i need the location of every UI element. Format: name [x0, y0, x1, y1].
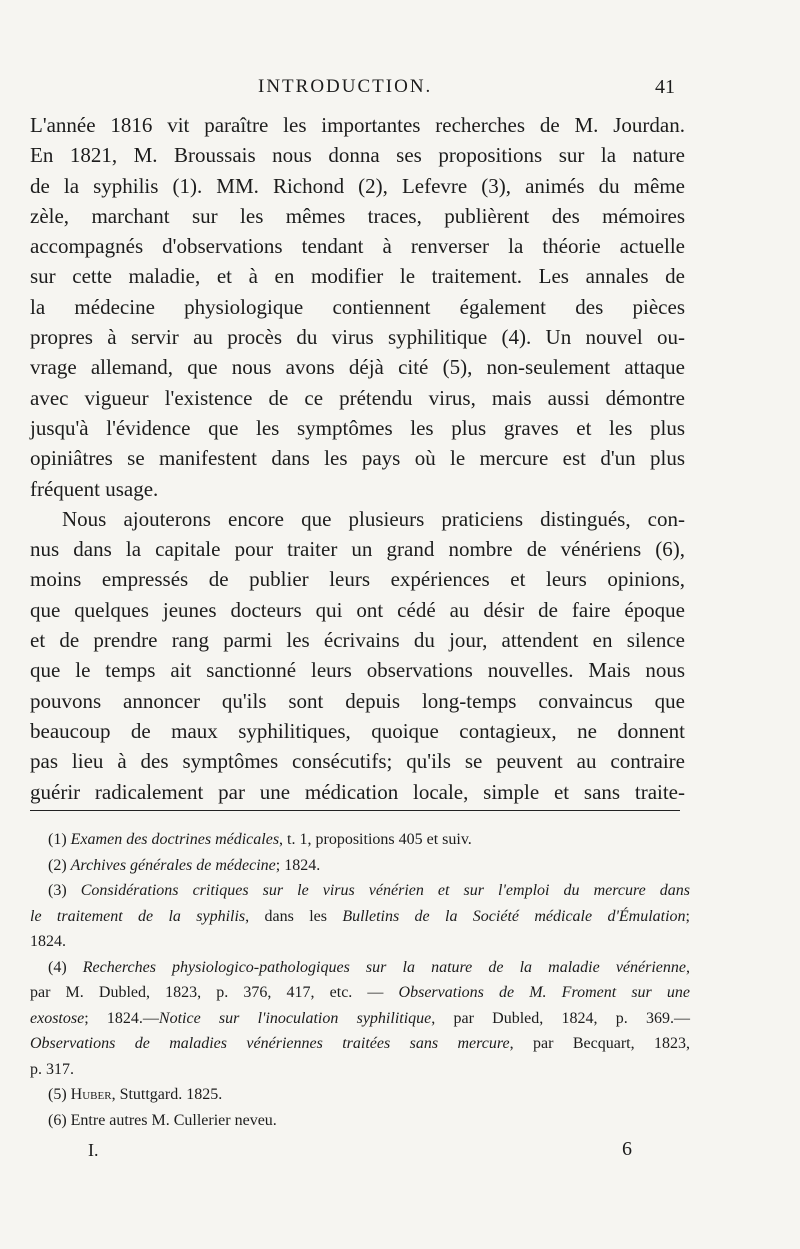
text-line: L'année 1816 vit paraître les importantes recherches de M. Jourdan.	[30, 113, 685, 137]
footnote-text: , par Dubled, 1824, p. 369.—	[431, 1009, 691, 1027]
footnote-3	[30, 878, 690, 955]
cited-title: Archives générales de médecine	[70, 856, 276, 874]
running-head	[0, 76, 800, 104]
cited-title: Considérations critiques sur le virus vénérien et sur l'emploi du mercure dans	[80, 882, 691, 899]
text-line: que le temps ait sanctionné leurs observations nouvelles. Mais nous	[30, 658, 685, 683]
running-title: INTRODUCTION.	[258, 76, 433, 97]
text-line: et de prendre rang parmi les écrivains du jour, attendent en silence	[30, 628, 685, 653]
text-line: pas lieu à des symptômes consécutifs; qu'ils se peuvent au contraire	[30, 749, 685, 774]
cited-title: Examen des doctrines médicales	[70, 831, 280, 848]
text-line: avec vigueur l'existence de ce prétendu virus, mais aussi démontre	[30, 385, 685, 410]
cited-title: Observations de maladies vénériennes traitées sans mercure	[30, 1035, 510, 1052]
text-line: vrage allemand, que nous avons déjà cité (5), non-seulement attaque	[30, 355, 685, 380]
footnote-text: Entre autres M. Cullerier neveu.	[70, 1111, 277, 1129]
footnote-mark: (4)	[48, 958, 67, 976]
footnote-text: , Stuttgard. 1825.	[111, 1086, 223, 1103]
footnote-line	[30, 1006, 690, 1032]
text-line: de la syphilis (1). MM. Richond (2), Lefevre (3), animés du même	[30, 173, 685, 198]
text-line: jusqu'à l'évidence que les symptômes les plus graves et les plus	[30, 415, 685, 440]
text-line: En 1821, M. Broussais nous donna ses propositions sur la nature	[30, 143, 685, 168]
footnote-line	[30, 827, 690, 853]
footnote-2	[30, 853, 690, 879]
cited-author: Huber	[70, 1086, 112, 1103]
text-line: pouvons annoncer qu'ils sont depuis long-temps convaincus que	[30, 688, 685, 713]
cited-title: le traitement de la syphilis	[30, 907, 246, 925]
cited-title: Notice sur l'inoculation syphilitique	[158, 1009, 432, 1027]
footnote-1	[30, 827, 690, 853]
text-line: accompagnés d'observations tendant à renverser la théorie actuelle	[30, 234, 685, 259]
text-line: fréquent usage.	[30, 476, 159, 501]
text-line: sur cette maladie, et à en modifier le traitement. Les annales de	[30, 264, 685, 289]
cited-title: exostose	[30, 1009, 85, 1027]
footnote-line	[30, 1031, 690, 1057]
cited-title: Bulletins de la Société médicale d'Émulation	[342, 907, 686, 925]
text-line: que quelques jeunes docteurs qui ont cédé au désir de faire époque	[30, 597, 685, 622]
text-line: propres à servir au procès du virus syphilitique (4). Un nouvel ou-	[30, 325, 685, 350]
cited-title: Recherches physiologico-pathologiques sur la nature de la maladie vénérienne	[82, 958, 687, 976]
text-line: la médecine physiologique contiennent également des pièces	[30, 294, 685, 319]
footnote-line	[30, 1082, 690, 1108]
footnote-text: ; 1824.—	[84, 1009, 159, 1027]
footnote-text: ,	[686, 958, 691, 976]
page-number: 41	[655, 76, 675, 98]
footnote-6	[30, 1108, 690, 1134]
footnote-5	[30, 1082, 690, 1108]
footnote-rule	[30, 810, 680, 811]
footnote-text: par M. Dubled, 1823, p. 376, 417, etc. —	[30, 984, 399, 1001]
footnote-mark: (5)	[48, 1086, 67, 1103]
text-line: nus dans la capitale pour traiter un grand nombre de vénériens (6),	[30, 537, 685, 562]
signature-line	[0, 1140, 800, 1166]
footnote-text: , t. 1, propositions 405 et suiv.	[279, 831, 472, 848]
footnotes	[30, 827, 690, 1133]
footnote-mark: (6)	[48, 1111, 67, 1129]
gathering-mark: 6	[622, 1138, 632, 1160]
footnote-line	[30, 904, 690, 930]
footnote-mark: (2)	[48, 856, 67, 874]
footnote-text: , dans les	[245, 907, 343, 925]
footnote-line	[30, 980, 690, 1006]
cited-title: Observations de M. Froment sur une	[398, 984, 690, 1001]
footnote-mark: (3)	[48, 882, 67, 899]
footnote-line	[30, 853, 690, 879]
text-line: moins empressés de publier leurs expériences et leurs opinions,	[30, 567, 685, 592]
footnote-line: p. 317.	[30, 1060, 74, 1078]
footnote-4	[30, 955, 690, 1083]
text-line: Nous ajouterons encore que plusieurs praticiens distingués, con-	[62, 506, 685, 531]
paragraph-2	[30, 504, 685, 807]
text-line: guérir radicalement par une médication locale, simple et sans traite-	[30, 779, 685, 804]
footnote-text: ;	[685, 907, 690, 925]
footnote-mark: (1)	[48, 831, 67, 848]
footnote-text: ; 1824.	[275, 856, 321, 874]
footnote-line	[30, 1108, 690, 1134]
text-line: beaucoup de maux syphilitiques, quoique contagieux, ne donnent	[30, 718, 685, 743]
text-line: opiniâtres se manifestent dans les pays où le mercure est d'un plus	[30, 446, 685, 471]
footnote-line: 1824.	[30, 933, 66, 950]
footnote-line	[30, 878, 690, 904]
main-text	[30, 110, 685, 807]
volume-mark: I.	[88, 1140, 99, 1160]
paragraph-1	[30, 110, 685, 504]
text-line: zèle, marchant sur les mêmes traces, publièrent des mémoires	[30, 203, 685, 228]
footnote-text: , par Becquart, 1823,	[509, 1035, 690, 1052]
footnote-line	[30, 955, 690, 981]
